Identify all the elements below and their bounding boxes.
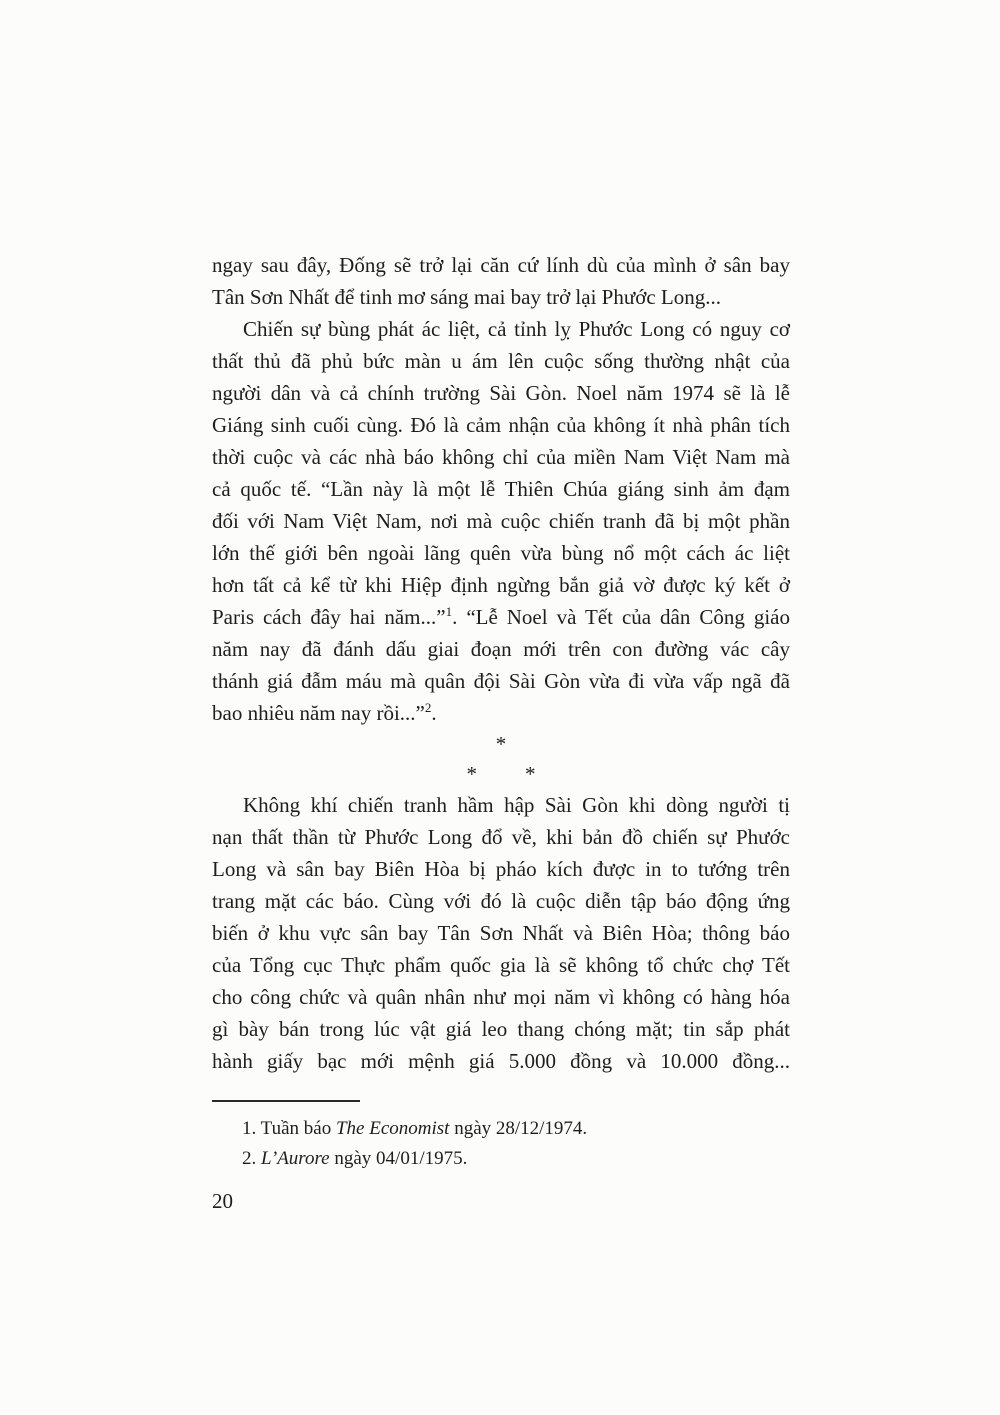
footnote-item: 1. Tuần báo The Economist ngày 28/12/1974.: [242, 1118, 588, 1139]
text-line: Giáng sinh cuối cùng. Đó là cảm nhận của không ít nhà phân tích: [212, 413, 790, 437]
text-line: thánh giá đẫm máu mà quân đội Sài Gòn vừa đi vừa vấp ngã đã: [212, 669, 790, 693]
paragraph: [212, 249, 790, 313]
text-line: trang mặt các báo. Cùng với đó là cuộc diễn tập báo động ứng: [212, 889, 790, 913]
body-text: [212, 249, 790, 1077]
footnote-item: 2. L’Aurore ngày 04/01/1975.: [242, 1148, 468, 1169]
text-line: Paris cách đây hai năm...”$^1$. “Lễ Noel và Tết của dân Công giáo: [212, 604, 790, 629]
text-line: Tân Sơn Nhất để tinh mơ sáng mai bay trở lại Phước Long...: [212, 285, 721, 309]
text-line: thất thủ đã phủ bức màn u ám lên cuộc sống thường nhật của: [212, 349, 790, 373]
text-line: người dân và cả chính trường Sài Gòn. Noel năm 1974 sẽ là lễ: [212, 381, 790, 405]
italic-title: The Economist: [335, 1118, 450, 1139]
footnote-reference: 2: [424, 700, 432, 715]
text-line: nạn thất thần từ Phước Long đổ về, khi bản đồ chiến sự Phước: [212, 825, 790, 849]
asterisk: *: [466, 762, 477, 786]
footnote-section: [212, 1100, 790, 1174]
text-line: lớn thế giới bên ngoài lãng quên vừa bùng nổ một cách ác liệt: [212, 541, 790, 565]
page-number: 20: [212, 1189, 233, 1213]
footnote-divider: [212, 1100, 360, 1102]
footnote-reference: 1: [445, 604, 453, 619]
text-line: Chiến sự bùng phát ác liệt, cả tỉnh lỵ Phước Long có nguy cơ: [243, 317, 790, 341]
text-line: hành giấy bạc mới mệnh giá 5.000 đồng và 10.000 đồng...: [212, 1049, 790, 1073]
text-line: thời cuộc và các nhà báo không chỉ của miền Nam Việt Nam mà: [212, 445, 790, 469]
paragraph: [212, 313, 790, 729]
text-line: biến ở khu vực sân bay Tân Sơn Nhất và Biên Hòa; thông báo: [212, 921, 790, 945]
asterisk: *: [525, 762, 536, 786]
italic-title: L’Aurore: [261, 1148, 330, 1169]
separator-asterisk-top: *: [495, 732, 507, 756]
text-line: của Tổng cục Thực phẩm quốc gia là sẽ không tổ chức chợ Tết: [212, 953, 790, 977]
text-line: ngay sau đây, Đống sẽ trở lại căn cứ lính dù của mình ở sân bay: [212, 253, 790, 277]
separator-asterisk-row: [212, 759, 790, 789]
text-line: bao nhiêu năm nay rồi...”$^2$.: [212, 700, 437, 725]
text-line: cả quốc tế. “Lần này là một lễ Thiên Chúa giáng sinh ảm đạm: [212, 477, 790, 501]
text-line: đối với Nam Việt Nam, nơi mà cuộc chiến tranh đã bị một phần: [212, 509, 790, 533]
text-line: Không khí chiến tranh hầm hập Sài Gòn khi dòng người tị: [243, 793, 790, 817]
text-line: gì bày bán trong lúc vật giá leo thang chóng mặt; tin sắp phát: [212, 1017, 790, 1041]
section-separator: [212, 729, 790, 789]
text-line: hơn tất cả kể từ khi Hiệp định ngừng bắn giả vờ được ký kết ở: [212, 573, 790, 597]
text-line: cho công chức và quân nhân như mọi năm vì không có hàng hóa: [212, 985, 790, 1009]
text-line: năm nay đã đánh dấu giai đoạn mới trên con đường vác cây: [212, 637, 790, 661]
text-line: Long và sân bay Biên Hòa bị pháo kích được in to tướng trên: [212, 857, 790, 881]
paragraph: [212, 789, 790, 1077]
footnote-list: [212, 1114, 790, 1174]
